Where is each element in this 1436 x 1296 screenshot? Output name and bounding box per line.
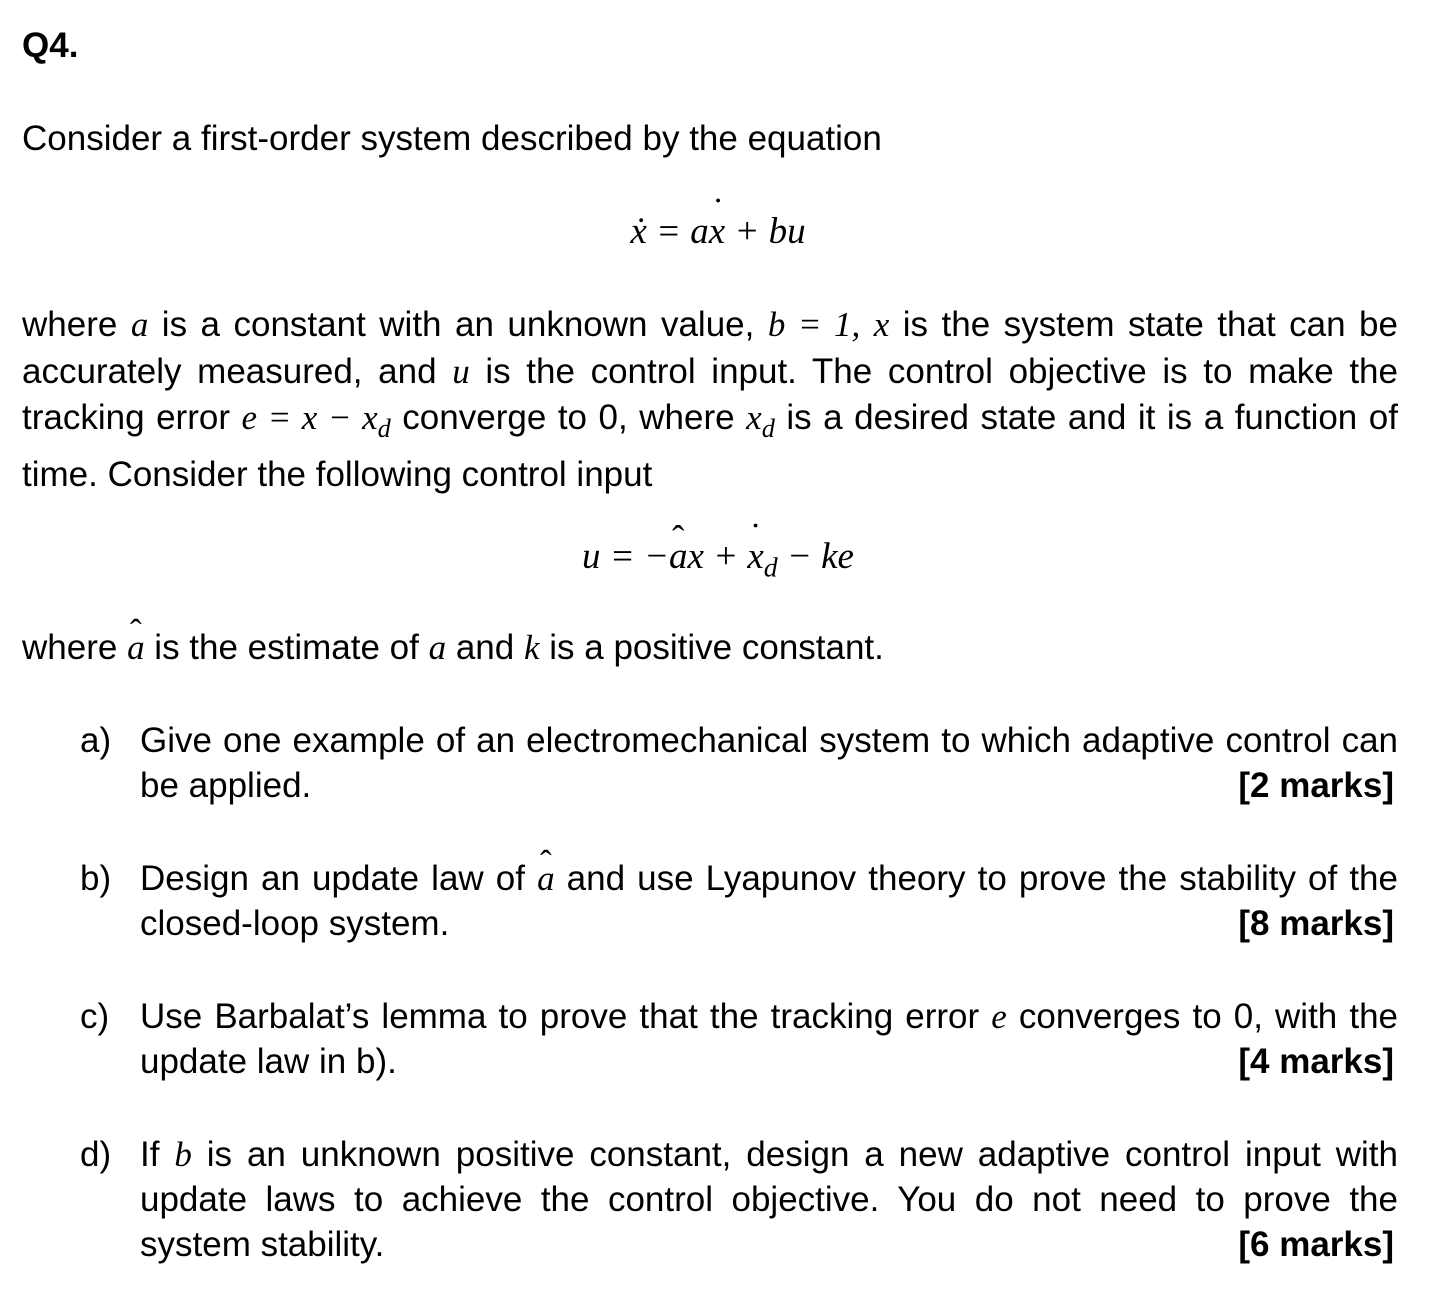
var-a: a [130, 305, 149, 344]
description-paragraph: where a is a constant with an unknown value, b = 1, x is the system state that can be accurately measured, and u is the control input. The control objective is to make the tracking error $e = x - x_d$ converge to 0, where $x_d$ is a desired state and it is a function of time. Consider the following control input [22, 305, 1399, 495]
control-input-equation: u = −a ˆx + x $˙_d$ − ke [0, 535, 1436, 584]
system-equation-text: ẋ = ax + bu ˙ [630, 210, 805, 253]
part-b [80, 856, 1398, 946]
marks-label: [4 marks] [1238, 1042, 1394, 1081]
part-label: b) [80, 859, 112, 898]
var-u: u [452, 351, 470, 391]
part-label: a) [80, 721, 112, 760]
marks-label: [2 marks] [1238, 766, 1394, 805]
system-equation [0, 210, 1436, 253]
a-hat: a ˆ [669, 535, 688, 578]
part-d [80, 1132, 1398, 1267]
x-dot: x ˙ [747, 535, 763, 578]
tracking-error-def: $e = x - x_d$ [241, 398, 391, 443]
var-x: x [873, 305, 890, 344]
part-text: If b is an unknown positive constant, design a new adaptive control input with update laws to achieve the control objective. You do not need to prove the system stability. [140, 1135, 1398, 1264]
question-number: Q4. [22, 26, 79, 65]
var-a: a [428, 628, 447, 667]
part-text: Design an update law of a ˆ and use Lyapunov theory to prove the stability of the closed-loop system. [140, 856, 1398, 946]
b-equals-one: b = 1, [767, 305, 861, 344]
var-k: k [523, 628, 540, 667]
marks-label: [6 marks] [1238, 1225, 1394, 1264]
a-hat: a ˆ [537, 856, 555, 901]
var-b: b [174, 1135, 192, 1174]
intro-text: Consider a first-order system described by the equation [22, 119, 882, 158]
marks-label: [8 marks] [1238, 904, 1394, 943]
a-hat: a ˆ [127, 625, 145, 672]
var-xd: $x_d$ [746, 398, 775, 443]
var-e: e [991, 997, 1007, 1036]
part-label: c) [80, 997, 110, 1036]
part-a [80, 718, 1398, 808]
part-c [80, 994, 1398, 1084]
part-label: d) [80, 1135, 112, 1174]
part-text: Use Barbalat’s lemma to prove that the tracking error e converges to 0, with the update law in b). [140, 997, 1399, 1081]
estimate-paragraph: where a ˆ is the estimate of a and k is a positive constant. [22, 625, 1398, 672]
part-text: Give one example of an electromechanical system to which adaptive control can be applied. [140, 721, 1398, 805]
